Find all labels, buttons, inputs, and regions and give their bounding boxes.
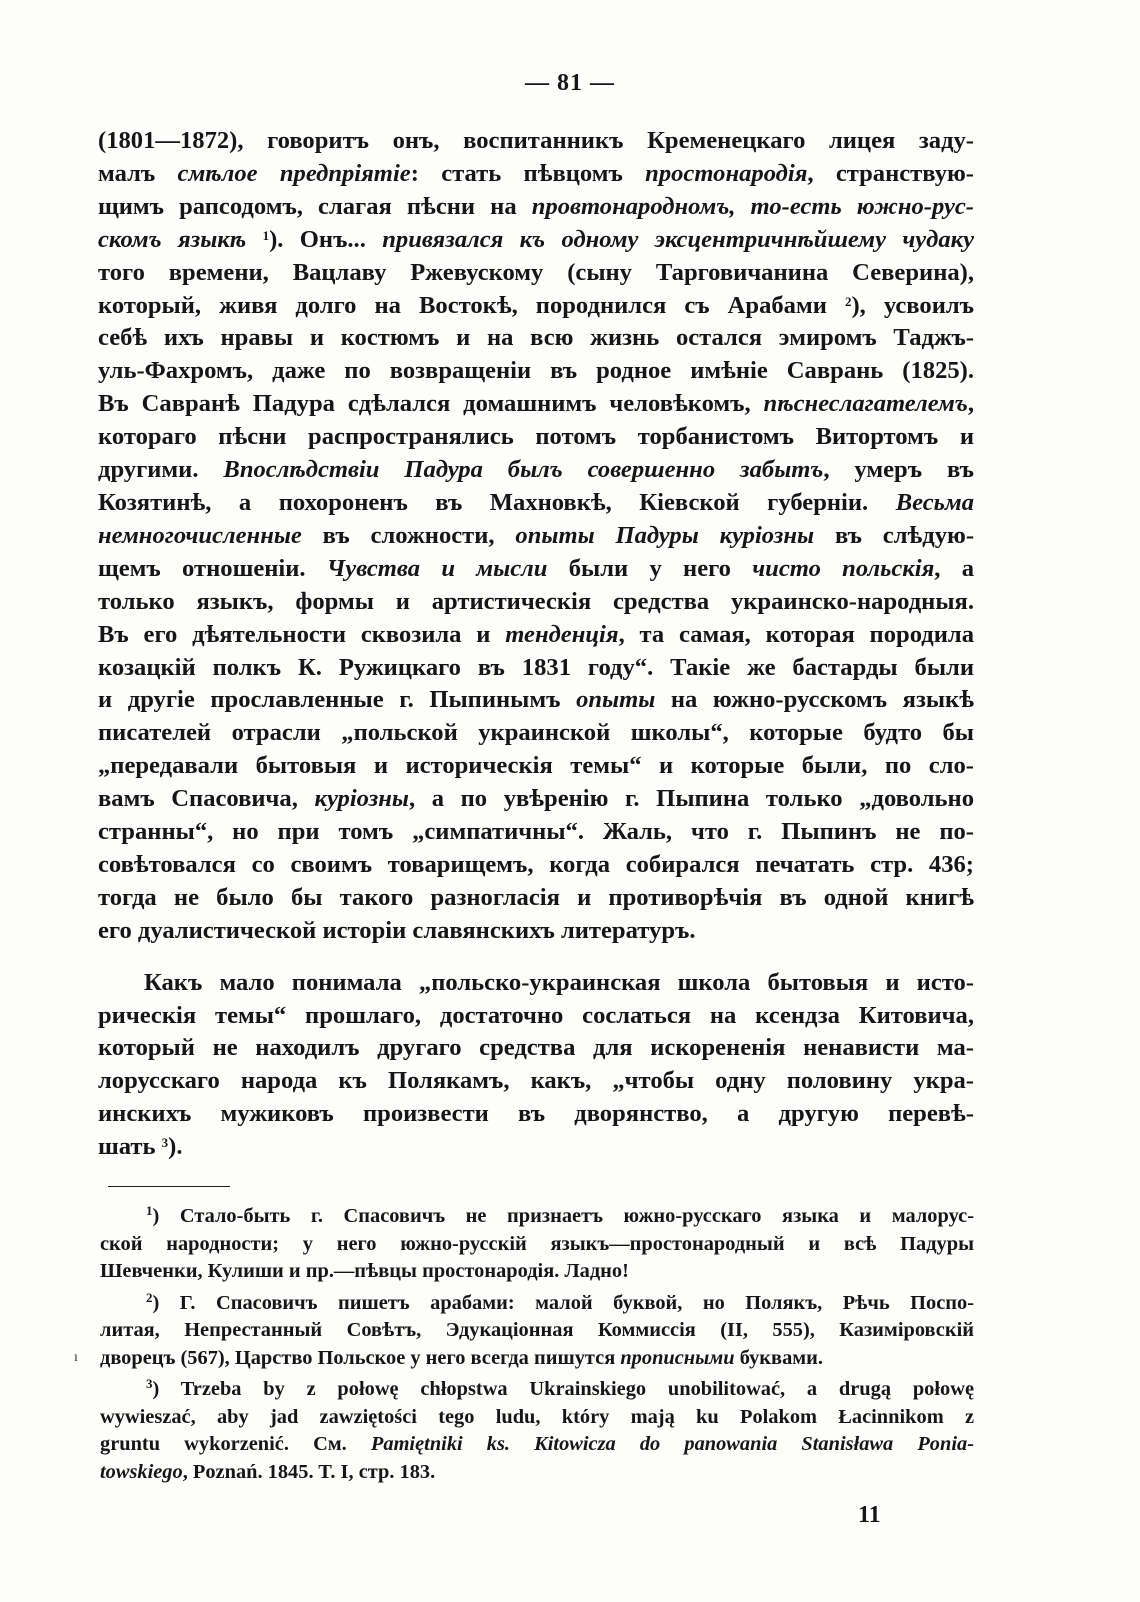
signature-mark: 11 (858, 1502, 881, 1528)
text-line: щемъ отношеніи. Чувства и мысли были у него чисто польскія, а (98, 554, 974, 582)
text-line: котораго пѣсни распространялись потомъ торбанистомъ Витортомъ и (98, 423, 974, 451)
text-line: Въ его дѣятельности сквозила и тенденція, та самая, которая породила (98, 620, 974, 648)
footnotes (100, 1203, 974, 1490)
text-line: „передавали бытовыя и историческія темы“ и которые были, по сло- (98, 752, 974, 780)
page-number: — 81 — (525, 70, 615, 96)
text-line: и другіе прославленные г. Пыпинымъ опыты на южно-русскомъ языкѣ (98, 686, 974, 714)
footnote-line: $^1$) Стало-быть г. Спасовичъ не признаетъ южно-русскаго языка и малорус- (146, 1203, 974, 1227)
footnote-line: Шевченки, Кулиши и пр.—пѣвцы простонародія. Ладно! (100, 1260, 629, 1282)
footnote-line: $^2$) Г. Спасовичъ пишетъ арабами: малой буквой, но Полякъ, Рѣчь Поспо- (146, 1289, 974, 1314)
text-line: того времени, Вацлаву Ржевускому (сыну Тарговичанина Северина), (98, 258, 974, 286)
text-line: который, живя долго на Востокѣ, породнился съ Арабами $^2$), усвоилъ (98, 291, 974, 319)
text-line: щимъ рапсодомъ, слагая пѣсни на провтонародномъ, то-есть южно-рус- (98, 192, 974, 220)
text-line: Козятинѣ, а похороненъ въ Махновкѣ, Кіевской губерніи. Весьма (98, 488, 974, 516)
text-line: совѣтовался со своимъ товарищемъ, когда собирался печатать стр. 436; (98, 850, 974, 878)
text-line: его дуалистической исторіи славянскихъ литературъ. (98, 916, 696, 944)
text-line: себѣ ихъ нравы и костюмъ и на всю жизнь остался эмиромъ Таджъ- (98, 324, 974, 352)
text-line: только языкъ, формы и артистическія средства украинско-народныя. (98, 587, 974, 615)
text-line: немногочисленные въ сложности, опыты Падуры куріозны въ слѣдую- (98, 521, 975, 549)
text-line: рическія темы“ прошлаго, достаточно сослаться на ксендза Китовича, (98, 1001, 974, 1029)
text-line: вамъ Спасовича, куріозны, а по увѣренію г. Пыпина только „довольно (98, 785, 974, 813)
text-line: другими. Впослѣдствіи Падура былъ совершенно забытъ, умеръ въ (98, 456, 974, 484)
footnote-separator (108, 1186, 230, 1187)
paragraph-2 (98, 967, 974, 1164)
text-line: странны“, но при томъ „симпатичны“. Жаль, что г. Пыпинъ не по- (98, 818, 974, 846)
text-line: тогда не было бы такого разногласія и противорѣчія въ одной книгѣ (98, 883, 974, 911)
footnote-line: wywieszać, aby jad zawziętości tego ludu, który mają ku Polakom Łacinnikom z (100, 1405, 974, 1428)
footnote-line: литая, Непрестанный Совѣтъ, Эдукаціонная Коммиссія (II, 555), Казиміровскій (100, 1319, 974, 1341)
footnote-1 (100, 1203, 974, 1286)
main-text (98, 125, 974, 1164)
footnote-2 (100, 1290, 974, 1373)
text-line: инскихъ мужиковъ произвести въ дворянство, а другую перевѣ- (98, 1100, 974, 1128)
footnote-3 (100, 1376, 974, 1486)
text-line: скомъ языкѣ $^1$). Онъ... привязался къ одному эксцентричнѣйшему чудаку (98, 225, 974, 253)
text-line: шать $^3$). (98, 1133, 183, 1161)
footnote-line: towskiego, Poznań. 1845. T. I, стр. 183. (100, 1460, 436, 1483)
footnote-line: $^3$) Trzeba by z połowę chłopstwa Ukrainskiego unobilitować, a drugą połowę (146, 1376, 974, 1400)
text-line: который не находилъ другаго средства для искорененія ненависти ма- (98, 1034, 974, 1062)
footnote-line: дворецъ (567), Царство Польское у него всегда пишутся прописными буквами. (100, 1346, 823, 1369)
footnote-line: gruntu wykorzenić. См. Pamiętniki ks. Kitowicza do panowania Stanisława Ponia- (100, 1433, 974, 1455)
text-line: писателей отрасли „польской украинской школы“, которые будто бы (98, 719, 974, 747)
footnote-line: ской народности; у него южно-русскій языкъ—простонародный и всѣ Падуры (100, 1232, 974, 1255)
text-line: Въ Савранѣ Падура сдѣлался домашнимъ человѣкомъ, пѣснеслагателемъ, (98, 390, 974, 418)
margin-mark: ı (74, 1350, 78, 1365)
text-line: козацкій полкъ К. Ружицкаго въ 1831 году“. Такіе же бастарды были (98, 653, 974, 681)
text-line: уль-Фахромъ, даже по возвращеніи въ родное имѣніе Саврань (1825). (98, 357, 974, 385)
text-line: Какъ мало понимала „польско-украинская школа бытовыя и исто- (144, 968, 974, 996)
text-line: лорусскаго народа къ Полякамъ, какъ, „чтобы одну половину укра- (98, 1067, 974, 1095)
paragraph-1 (98, 125, 974, 948)
text-line: (1801—1872), говоритъ онъ, воспитанникъ Кременецкаго лицея заду- (98, 127, 974, 154)
text-line: малъ смѣлое предпріятіе: стать пѣвцомъ простонародія, странствую- (98, 159, 974, 187)
